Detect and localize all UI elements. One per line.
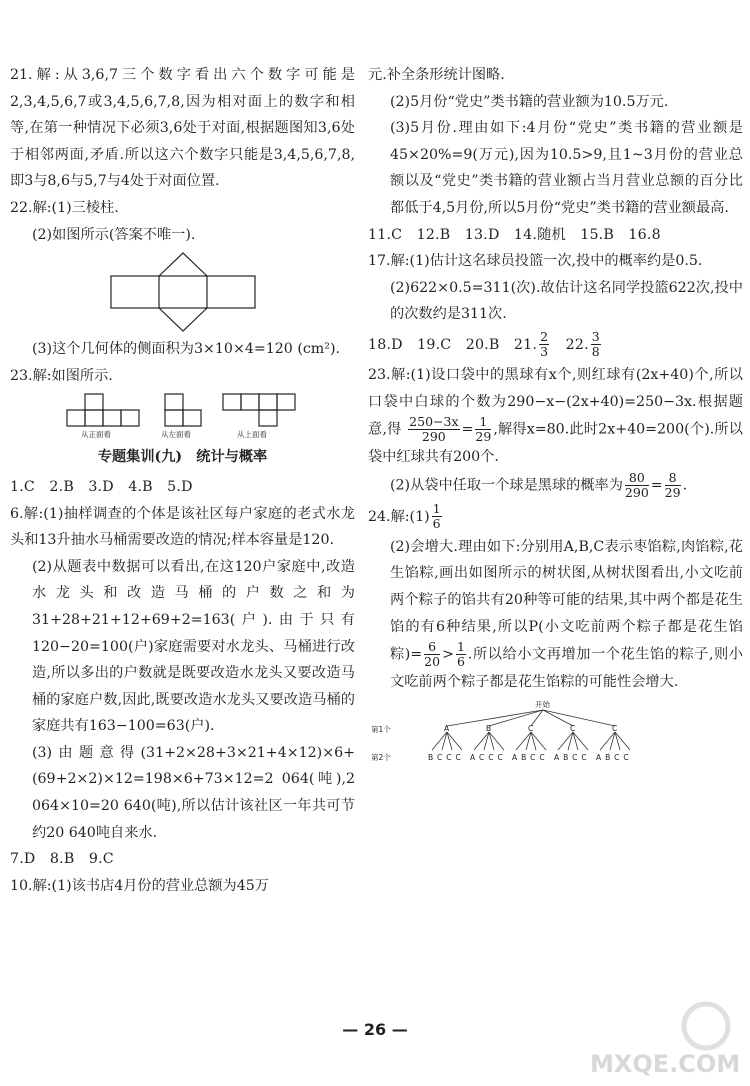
answer-17-part1: 17.解:(1)估计这名球员投篮一次,投中的概率约是0.5.: [368, 253, 703, 270]
answer-17-part2: (2)622×0.5=311(次).故估计这名同学投篮622次,投中的次数约是311次.: [390, 279, 743, 323]
right-column: [368, 62, 743, 768]
tree-diagram: [368, 696, 743, 768]
answers-11-16: 11.C 12.B 13.D 14.随机 15.B 16.8: [368, 226, 661, 243]
tree-first-node: A: [444, 723, 450, 733]
prism-net-svg: [108, 250, 258, 334]
answer-6-part3: (3)由题意得(31+2×28+3×21+4×12)×6+(69+2×2)×12=198×6+73×12=2 064(吨),2 064×10=20 640(吨),所以估计该社区一年共可节约20 640吨自来水.: [32, 744, 355, 841]
tree-start-label: 开始: [535, 699, 550, 709]
answer-24-part1: 24.解:(1) $\frac{1}{6}$: [368, 501, 441, 532]
tree-row2-label: 第2个: [371, 752, 391, 762]
answer-22-text: 22.: [551, 336, 589, 353]
fraction-2-3: $\frac{2}{3}$: [540, 329, 549, 360]
answer-6-part2: (2)从题表中数据可以看出,在这120户家庭中,改造水龙头和改造马桶的户数之和为31+28+21+12+69+2=163(户).由于只有120−20=100(户)家庭需要对水龙头、马桶进行改造,所以多出的户数就是既要改造水龙头又要改造马桶的家庭户数,因此,既要改造水龙头又要改造马桶的家庭共有163−100=63(户).: [32, 558, 355, 735]
answer-10-part2: (2)5月份“党史”类书籍的营业额为10.5万元.: [390, 93, 669, 110]
tree-row1-label: 第1个: [371, 724, 391, 734]
prism-net-figure: [10, 248, 355, 336]
answer-23-part1: 23.解:(1)设口袋中的黑球有x个,则红球有(2x+40)个,所以口袋中白球的个数为290−x−(2x+40)=250−3x.根据题意,得 $\frac{250-3x}{290}$ = $\frac{1}{29}$ ,解得x=80.此时2x+40=200(个).所以袋中红球共有200个.: [368, 366, 743, 466]
answer-22-part3: (3)这个几何体的侧面积为3×10×4=120 (cm²).: [32, 341, 340, 358]
tree-second-nodes: ABCC: [512, 752, 549, 762]
tree-second-nodes: ABCC: [554, 752, 591, 762]
watermark-text: MXQE.COM: [590, 1050, 741, 1078]
answer-22-part1: 22.解:(1)三棱柱.: [10, 199, 119, 216]
watermark-logo: [586, 998, 741, 1078]
tree-diagram-svg: [371, 698, 663, 766]
top-view: [221, 390, 301, 440]
fraction-1-6-b: $\frac{1}{6}$: [456, 639, 465, 670]
answers-7-9: 7.D 8.B 9.C: [10, 851, 114, 868]
tree-first-node: B: [486, 723, 492, 733]
equation-rhs: $\frac{1}{29}$: [475, 414, 492, 445]
fraction-8-29: $\frac{8}{29}$: [664, 469, 681, 500]
answer-24-part2: (2)会增大.理由如下:分别用A,B,C表示枣馅粽,肉馅粽,花生馅粽,画出如图所示的树状图,从树状图看出,小文吃前两个粽子的馅共有20种等可能的结果,其中两个都是花生馅的有6种结果,所以P(小文吃前两个粽子都是花生馅粽)= $\frac{6}{20}$ > $\frac{1}{6}$ .所以给小文再增加一个花生馅的粽子,则小文吃前两个粽子都是花生馅粽的可能性会增大.: [390, 538, 743, 691]
three-views-figure: [10, 389, 355, 441]
tree-second-nodes: BCCC: [428, 752, 465, 762]
answers-1-5: 1.C 2.B 3.D 4.B 5.D: [10, 478, 193, 495]
tree-second-nodes: ACCC: [470, 752, 507, 762]
fraction-6-20: $\frac{6}{20}$: [424, 639, 441, 670]
left-column: [10, 62, 355, 899]
fraction-80-290: $\frac{80}{290}$: [624, 469, 649, 500]
front-view-label: 从正面看: [80, 430, 111, 440]
answer-22-part2: (2)如图所示(答案不唯一).: [32, 226, 196, 243]
answer-6-part1: 6.解:(1)抽样调查的个体是该社区每户家庭的老式水龙头和13升抽水马桶需要改造的情况;样本容量是120.: [10, 505, 355, 549]
answer-10-continued: 元.补全条形统计图略.: [368, 67, 505, 83]
answers-18-21-text: 18.D 19.C 20.B 21.: [368, 336, 538, 353]
answer-23-part2: (2)从袋中任取一个球是黑球的概率为 $\frac{80}{290}$ = $\frac{8}{29}$ .: [390, 469, 688, 500]
page-number: — 26 —: [342, 1020, 408, 1039]
tree-first-node: C: [570, 723, 576, 733]
front-view: [65, 390, 145, 440]
tree-first-node: C: [612, 723, 618, 733]
left-view-label: 从左面看: [160, 430, 191, 440]
tree-first-node: C: [528, 723, 534, 733]
section-title: 专题集训(九) 统计与概率: [97, 449, 268, 466]
answer-10-part3: (3)5月份.理由如下:4月份“党史”类书籍的营业额是45×20%=9(万元),因为10.5>9,且1~3月份的营业总额以及“党史”类书籍的营业额占当月营业总额的百分比都低于4,5月份,所以5月份“党史”类书籍的营业额最高.: [390, 120, 743, 216]
watermark-circle: [684, 1004, 728, 1048]
left-view: [161, 390, 205, 440]
equation-lhs: $\frac{250-3x}{290}$: [409, 414, 459, 445]
answers-18-22: [368, 328, 743, 362]
fraction-3-8: $\frac{3}{8}$: [591, 329, 600, 360]
answer-21: 21.解:从3,6,7三个数字看出六个数字可能是2,3,4,5,6,7或3,4,5,6,7,8,因为相对面上的数字和相等,在第一种情况下必须3,6处于对面,根据题图知3,6处于相邻两面,矛盾.所以这六个数字只能是3,4,5,6,7,8,即3与8,6与5,7与4处于对面位置.: [10, 67, 355, 190]
fraction-1-6: $\frac{1}{6}$: [432, 501, 441, 532]
answer-10-start: 10.解:(1)该书店4月份的营业总额为45万: [10, 877, 269, 894]
top-view-label: 从上面看: [236, 430, 267, 440]
tree-second-nodes: ABCC: [596, 752, 633, 762]
answer-23: 23.解:如图所示.: [10, 367, 113, 384]
